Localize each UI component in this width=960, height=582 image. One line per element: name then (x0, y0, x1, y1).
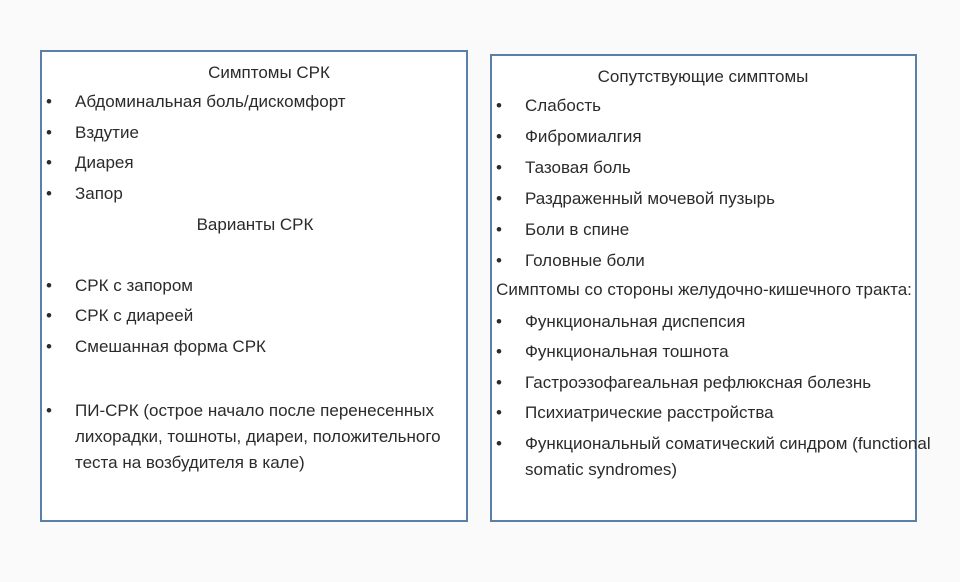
gi-item: Функциональная тошнота (525, 342, 729, 361)
bullet: • (496, 189, 502, 208)
bullet: • (496, 127, 502, 146)
somatic-syndrome-line: somatic syndromes) (525, 460, 678, 479)
symptom-item: Диарея (75, 153, 134, 172)
bullet: • (496, 403, 502, 422)
gi-item: Гастроэзофагеальная рефлюксная болезнь (525, 373, 872, 392)
bullet: • (496, 251, 502, 270)
associated-heading: Сопутствующие симптомы (597, 67, 809, 86)
associated-item: Слабость (525, 96, 601, 115)
bullet: • (46, 184, 52, 203)
symptoms-heading: Симптомы СРК (208, 63, 330, 82)
associated-item: Головные боли (525, 251, 645, 270)
bullet: • (496, 220, 502, 239)
gi-item: Психиатрические расстройства (525, 403, 774, 422)
bullet: • (496, 373, 502, 392)
bullet: • (496, 312, 502, 331)
symptom-item: Вздутие (75, 123, 139, 142)
symptom-item: Абдоминальная боль/дискомфорт (75, 92, 346, 111)
bullet: • (496, 434, 502, 453)
pi-ibs-line: лихорадки, тошноты, диареи, положительного (75, 427, 441, 446)
pi-ibs-line: ПИ-СРК (острое начало после перенесенных (75, 401, 435, 420)
bullet: • (46, 306, 52, 325)
bullet: • (496, 342, 502, 361)
gi-item: Функциональная диспепсия (525, 312, 746, 331)
associated-item: Раздраженный мочевой пузырь (525, 189, 775, 208)
bullet: • (46, 401, 52, 420)
symptom-item: Запор (75, 184, 123, 203)
variant-item: СРК с диареей (75, 306, 194, 325)
variant-item: Смешанная форма СРК (75, 337, 266, 356)
gi-subheading: Симптомы со стороны желудочно-кишечного тракта: (496, 280, 912, 299)
pi-ibs-line: теста на возбудителя в кале) (75, 453, 305, 472)
bullet: • (46, 337, 52, 356)
bullet: • (46, 123, 52, 142)
bullet: • (46, 276, 52, 295)
variant-item: СРК с запором (75, 276, 193, 295)
somatic-syndrome-line: Функциональный соматический синдром (functional (525, 434, 931, 453)
associated-item: Фибромиалгия (525, 127, 642, 146)
associated-item: Тазовая боль (525, 158, 631, 177)
associated-item: Боли в спине (525, 220, 630, 239)
bullet: • (46, 92, 52, 111)
variants-heading: Варианты СРК (196, 215, 314, 234)
bullet: • (46, 153, 52, 172)
bullet: • (496, 158, 502, 177)
bullet: • (496, 96, 502, 115)
